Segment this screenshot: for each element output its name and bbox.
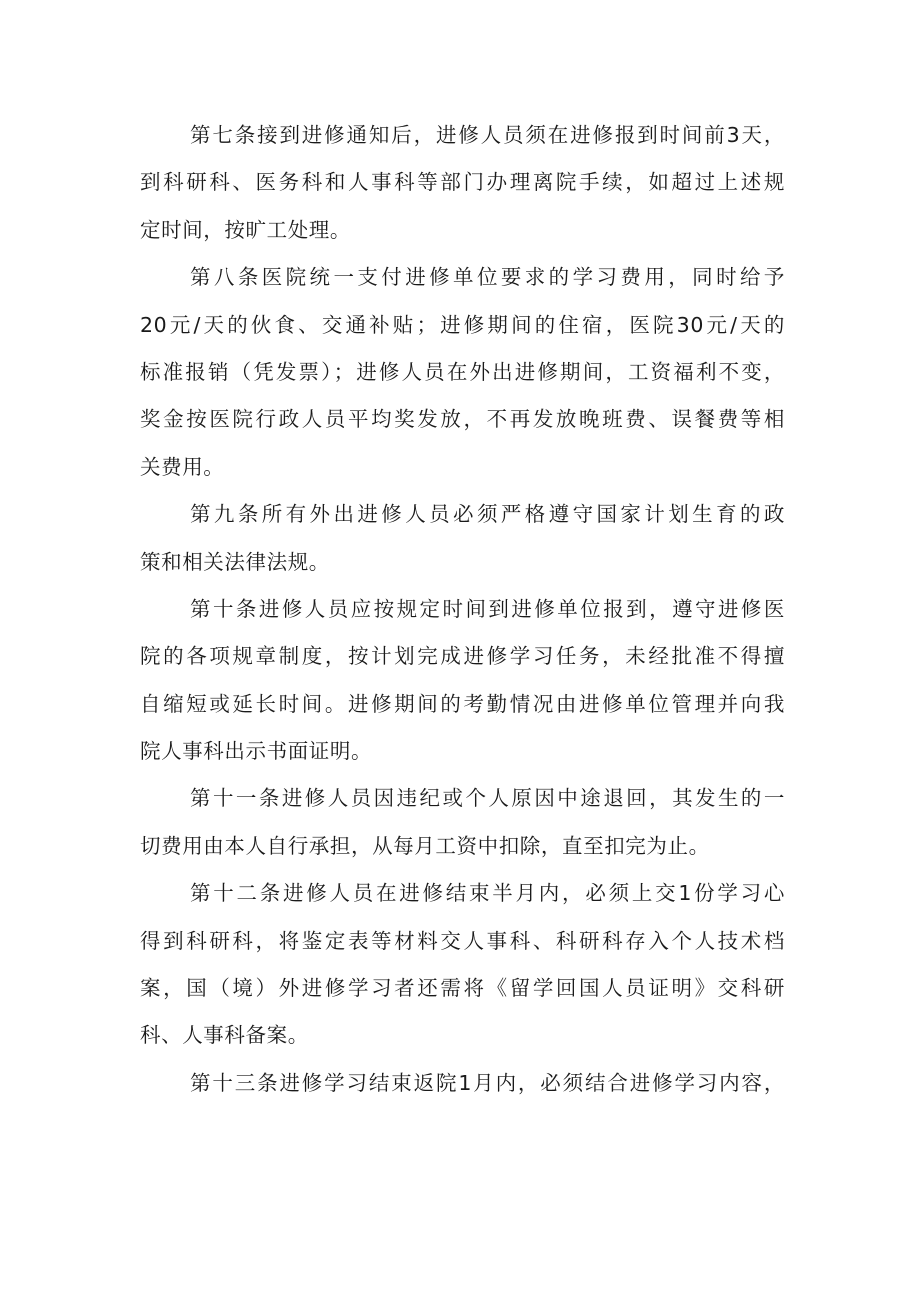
paragraph-article-8: [140, 254, 785, 491]
text-line: 第八条医院统一支付进修单位要求的学习费用，同时给予: [190, 265, 785, 290]
text-line: 第七条接到进修通知后，进修人员须在进修报到时间前3天，: [190, 123, 785, 147]
text-line: 奖金按医院行政人员平均奖发放，不再发放晚班费、误餐费等相: [140, 407, 785, 432]
text-line: 定时间，按旷工处理。: [140, 217, 351, 242]
text-line: 自缩短或延长时间。进修期间的考勤情况由进修单位管理并向我: [140, 691, 785, 716]
paragraph-article-9: [140, 491, 785, 586]
text-line: 到科研科、医务科和人事科等部门办理离院手续，如超过上述规: [140, 170, 785, 195]
text-line: 策和相关法律法规。: [140, 549, 330, 574]
text-line: 第十条进修人员应按规定时间到进修单位报到，遵守进修医: [190, 596, 785, 621]
text-line: 切费用由本人自行承担，从每月工资中扣除，直至扣完为止。: [140, 833, 710, 858]
text-line: 院人事科出示书面证明。: [140, 739, 373, 764]
paragraph-article-7: [140, 112, 785, 254]
text-line: 第九条所有外出进修人员必须严格遵守国家计划生育的政: [190, 502, 785, 527]
text-line: 第十二条进修人员在进修结束半月内，必须上交1份学习心: [190, 881, 785, 906]
text-line: 案，国（境）外进修学习者还需将《留学回国人员证明》交科研: [140, 976, 785, 1001]
text-line: 第十三条进修学习结束返院1月内，必须结合进修学习内容，: [190, 1070, 785, 1095]
document-body: [140, 112, 785, 1107]
text-line: 关费用。: [140, 454, 225, 479]
text-line: 标准报销（凭发票）；进修人员在外出进修期间，工资福利不变，: [140, 359, 785, 384]
paragraph-article-12: [140, 870, 785, 1060]
paragraph-article-10: [140, 586, 785, 776]
text-line: 科、人事科备案。: [140, 1023, 309, 1048]
paragraph-article-11: [140, 775, 785, 870]
paragraph-article-13: [140, 1060, 785, 1107]
text-line: 院的各项规章制度，按计划完成进修学习任务，未经批准不得擅: [140, 644, 785, 669]
text-line: 20元/天的伙食、交通补贴；进修期间的住宿，医院30元/天的: [140, 312, 785, 337]
text-line: 得到科研科，将鉴定表等材料交人事科、科研科存入个人技术档: [140, 928, 785, 953]
text-line: 第十一条进修人员因违纪或个人原因中途退回，其发生的一: [190, 786, 785, 811]
